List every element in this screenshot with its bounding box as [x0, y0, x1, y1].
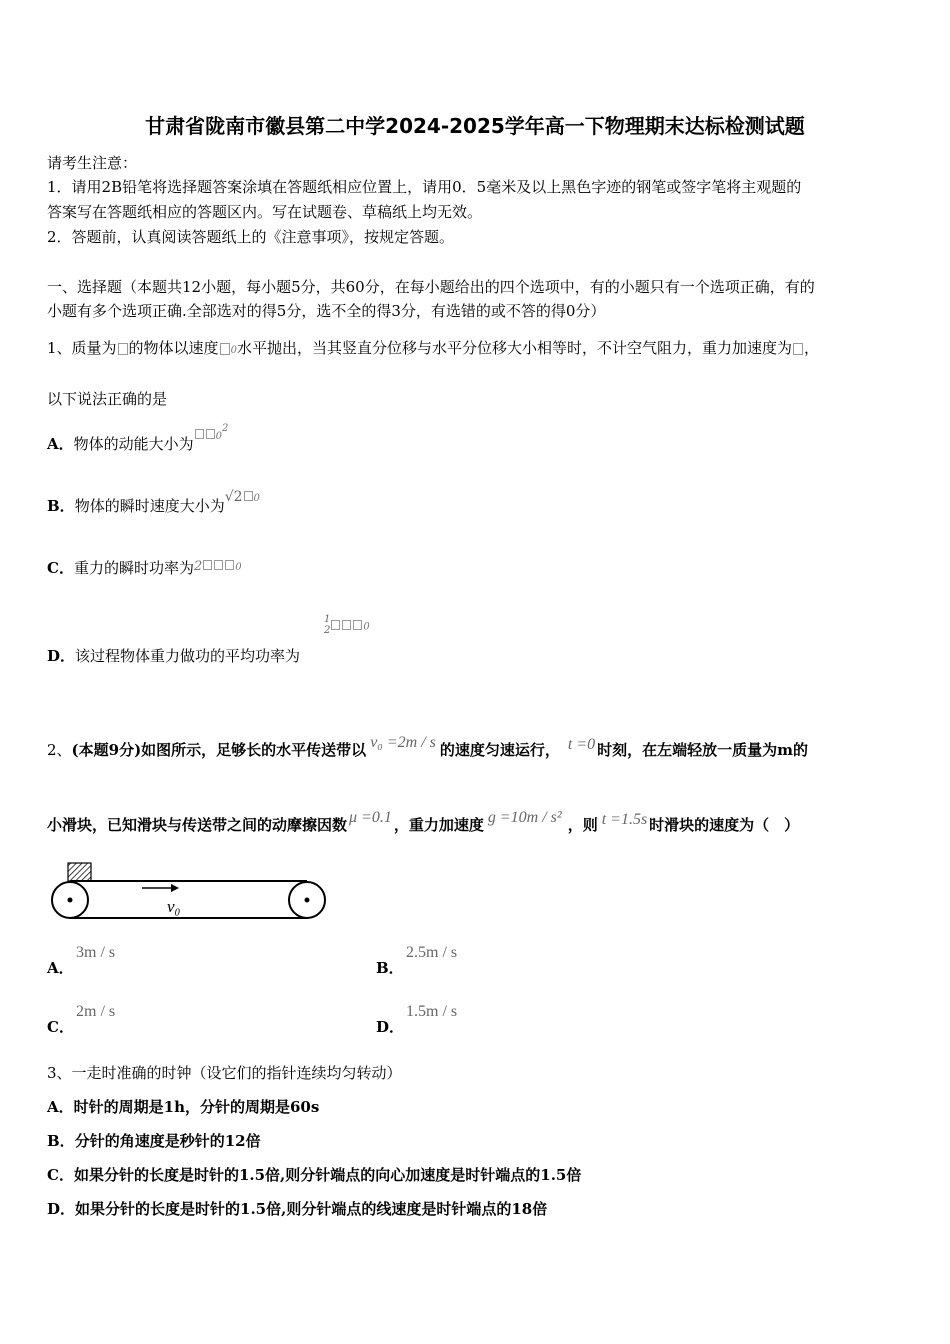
option-a-text: 时针的周期是1h，分针的周期是60s [73, 1098, 320, 1116]
gravity-placeholder-icon [793, 343, 803, 355]
section-1-line-1: 一、选择题（本题共12小题，每小题5分，共60分，在每小题给出的四个选项中，有的小题只有一个选项正确，有的 [47, 278, 815, 296]
arrow-head-icon [171, 884, 179, 892]
q2-stem-part2: (本题9分)如图所示，足够长的水平传送带以 [71, 741, 367, 759]
q1-option-a[interactable] [47, 423, 229, 457]
q3-option-a[interactable] [47, 1097, 319, 1117]
option-d-text: 该过程物体重力做功的平均功率为 [75, 647, 301, 665]
superscript-2: 2 [222, 423, 229, 434]
option-c-text: 重力的瞬时功率为 [73, 559, 194, 577]
q2-option-c[interactable] [47, 1017, 74, 1037]
q2-option-b[interactable] [376, 958, 404, 978]
q2-stem-part4: 时刻，在左端轻放一质量为m的 [597, 741, 809, 759]
sqrt-2: √2 [224, 489, 243, 505]
q2-stem-part3: 的速度匀速运行， [439, 741, 560, 759]
q3-option-d[interactable] [47, 1199, 547, 1219]
option-d-label: D． [47, 1200, 76, 1218]
q1-stem-part1: 1、质量为 [47, 339, 117, 357]
q1-option-c[interactable] [47, 558, 242, 581]
option-b-text: 物体的瞬时速度大小为 [74, 497, 225, 515]
q1-option-d[interactable] [47, 646, 300, 666]
formula-box-icon [244, 491, 253, 501]
subscript-0: 0 [230, 345, 237, 356]
q3-option-b[interactable] [47, 1131, 261, 1151]
option-d-label: D． [376, 1018, 405, 1036]
q1-stem-part4: ， [803, 339, 819, 357]
option-c-label: C． [47, 559, 74, 577]
section-1-line-2: 小题有多个选项正确.全部选对的得5分，选不全的得3分，有选错的或不答的得0分） [47, 302, 606, 320]
option-c-label: C． [47, 1166, 74, 1184]
notice-line-1: 1．请用2B铅笔将选择题答案涂填在答题纸相应位置上，请用0．5毫米及以上黑色字迹的钢笔或签字笔将主观题的 [47, 178, 802, 196]
q1-option-b[interactable] [47, 489, 260, 519]
velocity-label: v₀ [167, 897, 181, 916]
subscript-0: 0 [253, 493, 260, 504]
velocity-placeholder-icon [220, 343, 230, 355]
formula-box-icon [331, 620, 340, 630]
option-b-text: 分针的角速度是秒针的12倍 [74, 1132, 261, 1150]
q1-stem-part2: 的物体以速度 [128, 339, 219, 357]
coefficient-2: 2 [193, 559, 203, 574]
subscript-0: 0 [215, 431, 223, 442]
option-a-text: 物体的动能大小为 [73, 435, 194, 453]
formula-t0: t =0 [567, 736, 596, 753]
notice-heading: 请考生注意： [47, 154, 138, 172]
option-b-label: B． [376, 959, 404, 977]
formula-kinetic-energy [194, 425, 229, 443]
q2-option-a[interactable] [47, 958, 74, 978]
left-pulley-axle [68, 898, 73, 903]
q1-stem-2: 以下说法正确的是 [47, 390, 168, 408]
option-a-label: A． [47, 435, 74, 453]
formula-box-icon [225, 560, 234, 570]
fraction-half [324, 614, 330, 636]
q2-stem-part8: 时滑块的速度为（ ） [649, 816, 800, 834]
formula-box-icon [206, 429, 215, 439]
formula-box-icon [203, 560, 212, 570]
q1-stem-part3: 水平抛出，当其竖直分位移与水平分位移大小相等时，不计空气阻力，重力加速度为 [236, 339, 792, 357]
q2-stem-line-2 [47, 809, 800, 836]
option-b-label: B． [47, 497, 75, 515]
q1-stem [47, 338, 819, 361]
formula-g: g =10m / s² [487, 809, 562, 826]
subscript-0: 0 [363, 621, 370, 633]
option-c-value: 2m / s [76, 1003, 116, 1020]
formula-box-icon [214, 560, 223, 570]
fraction-denominator: 2 [324, 625, 331, 636]
option-a-label: A． [47, 959, 74, 977]
option-d-value: 1.5m / s [406, 1003, 458, 1020]
formula-box-icon [342, 620, 351, 630]
formula-mu: μ =0.1 [349, 809, 392, 826]
notice-line-1b: 答案写在答题纸相应的答题区内。写在试题卷、草稿纸上均无效。 [47, 203, 483, 221]
option-a-value: 3m / s [76, 944, 116, 961]
q2-stem-part7: ，则 [567, 816, 598, 834]
option-d-label: D． [47, 647, 76, 665]
option-c-text: 如果分针的长度是时针的1.5倍,则分针端点的向心加速度是时针端点的1.5倍 [73, 1166, 582, 1184]
formula-average-power [324, 614, 370, 636]
option-b-value: 2.5m / s [406, 944, 458, 961]
q2-option-d[interactable] [376, 1017, 404, 1037]
option-c-label: C． [47, 1018, 74, 1036]
option-a-label: A． [47, 1098, 74, 1116]
formula-power [194, 556, 242, 574]
q2-stem-part5: 小滑块，已知滑块与传送带之间的动摩擦因数 [47, 816, 348, 834]
page-title: 甘肃省陇南市徽县第二中学2024-2025学年高一下物理期末达标检测试题 [145, 114, 805, 138]
q3-stem: 3、一走时准确的时钟（设它们的指针连续均匀转动） [47, 1064, 402, 1082]
q2-number: 2、 [47, 741, 72, 759]
notice-line-2: 2．答题前，认真阅读答题纸上的《注意事项》，按规定答题。 [47, 228, 455, 246]
q3-option-c[interactable] [47, 1165, 581, 1185]
conveyor-belt-figure [45, 860, 335, 926]
mass-placeholder-icon [118, 343, 128, 355]
fraction-numerator: 1 [324, 614, 331, 625]
formula-box-icon [353, 620, 362, 630]
q2-stem-line-1 [47, 734, 809, 761]
option-b-label: B． [47, 1132, 75, 1150]
option-d-text: 如果分针的长度是时针的1.5倍,则分针端点的线速度是时针端点的18倍 [75, 1200, 548, 1218]
formula-box-icon [195, 429, 204, 439]
subscript-0: 0 [235, 562, 242, 573]
formula-velocity [225, 487, 260, 505]
right-pulley-axle [305, 898, 310, 903]
slider-block [68, 863, 91, 881]
formula-v0: v₀ =2m / s [370, 734, 436, 751]
formula-t: t =1.5s [601, 811, 648, 828]
q2-stem-part6: ，重力加速度 [393, 816, 484, 834]
